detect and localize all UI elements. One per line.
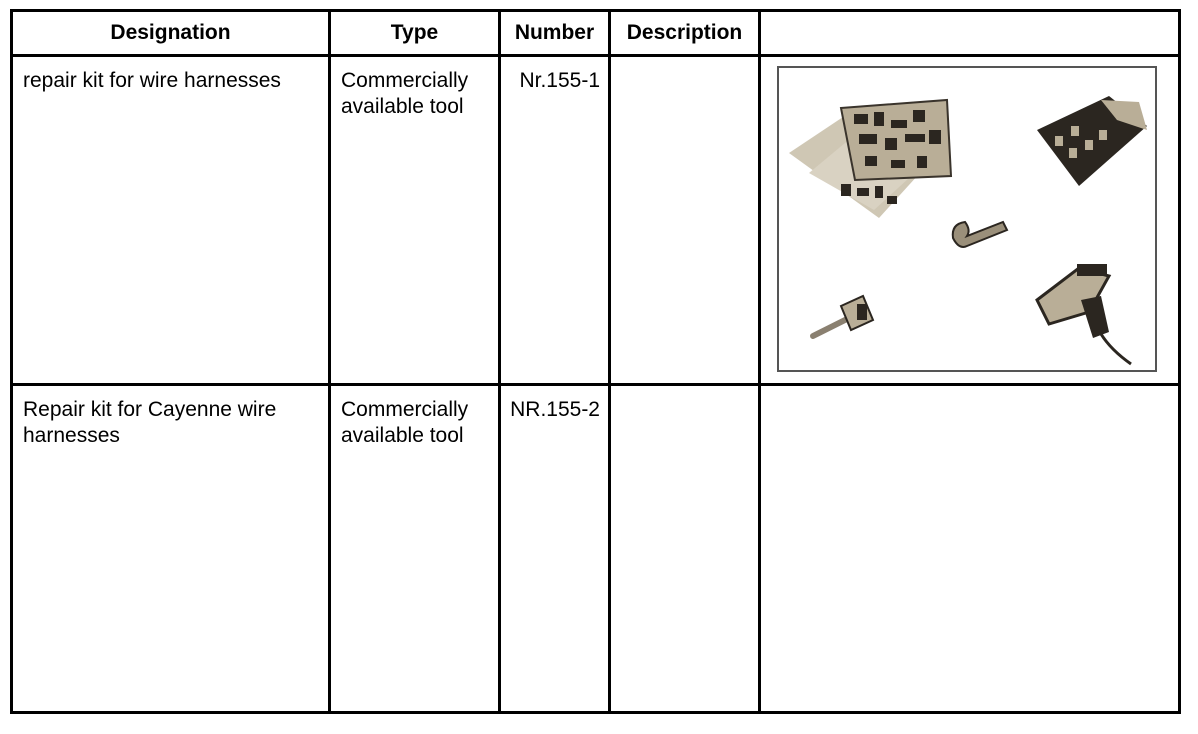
header-description: Description [610,11,760,56]
repair-case-icon [789,100,951,218]
cell-description [610,385,760,713]
cell-image [760,56,1180,385]
header-type: Type [330,11,500,56]
type-text: Commercially available tool [341,398,469,447]
header-image [760,11,1180,56]
heat-gun-icon [1037,264,1131,364]
tool-case-icon [1037,96,1147,186]
number-text: NR.155-2 [510,398,600,421]
header-row [12,11,1180,56]
header-designation: Designation [12,11,330,56]
tool-kit-image [777,66,1157,372]
number-text: Nr.155-1 [519,69,600,92]
description-text [611,57,758,68]
cell-number [500,56,610,385]
cell-number [500,385,610,713]
wrench-icon [953,222,1007,247]
cell-type [330,385,500,713]
cell-image-empty [760,385,1180,713]
cell-designation [12,385,330,713]
cell-designation [12,56,330,385]
description-text [611,386,758,397]
designation-text: Repair kit for Cayenne wire harnesses [23,398,277,447]
table-row [12,385,1180,713]
type-text: Commercially available tool [341,69,469,118]
cell-type [330,56,500,385]
header-number: Number [500,11,610,56]
designation-text: repair kit for wire harnesses [23,69,281,92]
insertion-tool-icon [813,296,873,336]
tools-table [10,9,1181,714]
table-row [12,56,1180,385]
cell-description [610,56,760,385]
